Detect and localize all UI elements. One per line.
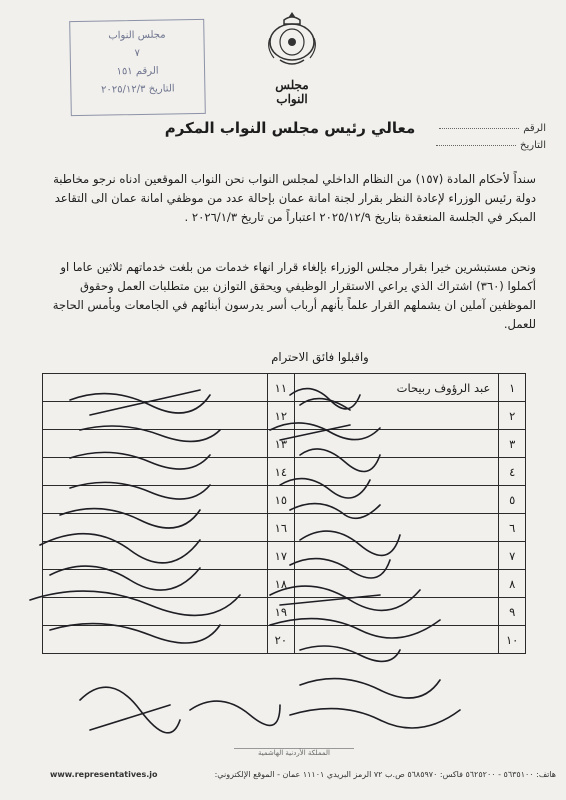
signatory-name bbox=[43, 402, 268, 430]
row-number: ٧ bbox=[499, 542, 526, 570]
footer-emblem-text: المملكة الأردنية الهاشمية bbox=[234, 748, 354, 757]
date-dotted-line bbox=[436, 145, 516, 146]
council-title: مجلس النواب bbox=[275, 78, 309, 106]
signature-row bbox=[43, 374, 526, 402]
row-number: ١ bbox=[499, 374, 526, 402]
signatory-name bbox=[43, 570, 268, 598]
signature-row bbox=[43, 458, 526, 486]
signature-mark bbox=[190, 701, 280, 725]
signature-row bbox=[43, 570, 526, 598]
row-number: ١٥ bbox=[268, 486, 295, 514]
stamp-line: ٧ bbox=[134, 47, 141, 60]
reference-field bbox=[439, 123, 546, 134]
letter-paragraph-2: ونحن مستبشرين خيرا بقرار مجلس الوزراء بإلغاء قرار انهاء خدمات من بلغت خدماتهم ثلاثين عاما او أكملوا (٣٦٠) اشتراك الذي يراعي الاستقرار الوظيفي ويحقق التوازن بين متطلبات العمل وحقوق الموظفين آملين ان يشملهم القرار علماً بأنهم أرباب أسر يدرسون أبنائهم في الجامعات وبأمس الحاجة للعمل. bbox=[52, 260, 536, 331]
signatory-name bbox=[294, 626, 499, 654]
signatory-name bbox=[43, 542, 268, 570]
signatory-name bbox=[43, 514, 268, 542]
row-number: ١٢ bbox=[268, 402, 295, 430]
row-number: ١٩ bbox=[268, 598, 295, 626]
signature-mark bbox=[80, 687, 180, 733]
date-field bbox=[436, 140, 546, 151]
signatory-name bbox=[43, 374, 268, 402]
row-number: ٩ bbox=[499, 598, 526, 626]
stamp-line: التاريخ ٢٠٢٥/١٢/٣ bbox=[101, 83, 175, 96]
signatory-name bbox=[43, 430, 268, 458]
signature-row bbox=[43, 542, 526, 570]
row-number: ٢٠ bbox=[268, 626, 295, 654]
coat-of-arms-icon bbox=[262, 8, 322, 70]
letter-heading: معالي رئيس مجلس النواب المكرم bbox=[164, 119, 416, 137]
signatory-name: عبد الرؤوف ربيحات bbox=[294, 374, 499, 402]
row-number: ٣ bbox=[499, 430, 526, 458]
row-number: ١١ bbox=[268, 374, 295, 402]
signatory-name bbox=[43, 626, 268, 654]
signatures-table bbox=[42, 373, 526, 654]
signatory-name bbox=[294, 402, 499, 430]
date-label: التاريخ bbox=[520, 140, 546, 151]
signature-row bbox=[43, 598, 526, 626]
signatory-name bbox=[43, 486, 268, 514]
row-number: ١٠ bbox=[499, 626, 526, 654]
row-number: ١٣ bbox=[268, 430, 295, 458]
signatory-name bbox=[43, 598, 268, 626]
signatory-name bbox=[294, 486, 499, 514]
signatory-name bbox=[294, 430, 499, 458]
signatory-name bbox=[294, 458, 499, 486]
signatory-name bbox=[294, 598, 499, 626]
signatory-name bbox=[294, 542, 499, 570]
row-number: ١٤ bbox=[268, 458, 295, 486]
stamp-line: مجلس النواب bbox=[108, 29, 166, 42]
signature-row bbox=[43, 402, 526, 430]
footer-website: www.representatives.jo bbox=[50, 770, 158, 779]
signatory-name bbox=[43, 458, 268, 486]
row-number: ٤ bbox=[499, 458, 526, 486]
row-number: ٦ bbox=[499, 514, 526, 542]
row-number: ١٧ bbox=[268, 542, 295, 570]
signatory-name bbox=[294, 514, 499, 542]
stamp-line: الرقم ١٥١ bbox=[116, 65, 159, 78]
row-number: ٨ bbox=[499, 570, 526, 598]
signatory-name bbox=[294, 570, 499, 598]
signature-row bbox=[43, 430, 526, 458]
row-number: ٥ bbox=[499, 486, 526, 514]
signature-mark bbox=[300, 679, 440, 698]
signature-row bbox=[43, 514, 526, 542]
reference-label: الرقم bbox=[523, 123, 546, 134]
footer-contact bbox=[10, 770, 556, 779]
received-stamp bbox=[69, 19, 206, 116]
signature-mark bbox=[290, 709, 460, 728]
row-number: ٢ bbox=[499, 402, 526, 430]
row-number: ١٨ bbox=[268, 570, 295, 598]
signature-row bbox=[43, 486, 526, 514]
reference-dotted-line bbox=[439, 128, 519, 129]
closing-line: واقبلوا فائق الاحترام bbox=[271, 350, 369, 364]
row-number: ١٦ bbox=[268, 514, 295, 542]
signature-row bbox=[43, 626, 526, 654]
footer-contact-text: هاتف: ٥٦٣٥١٠٠ - ٥٦٢٥٢٠٠ فاكس: ٥٦٨٥٩٧٠ ص.ب ٧٢ الرمز البريدي ١١١٠١ عمان - الموقع الإلكتروني: bbox=[214, 770, 556, 779]
letter-paragraph-1: سنداً لأحكام المادة (١٥٧) من النظام الداخلي لمجلس النواب نحن النواب الموقعين ادناه نرجو مخاطبة دولة رئيس الوزراء لإعادة النظر بقرار لجنة امانة عمان بإحالة عدد من موظفي امانة عمان الى التقاعد المبكر في الجلسة المنعقدة بتاريخ ٢٠٢٥/١٢/٩ اعتباراً من تاريخ ٢٠٢٦/١/٣ . bbox=[53, 172, 536, 224]
